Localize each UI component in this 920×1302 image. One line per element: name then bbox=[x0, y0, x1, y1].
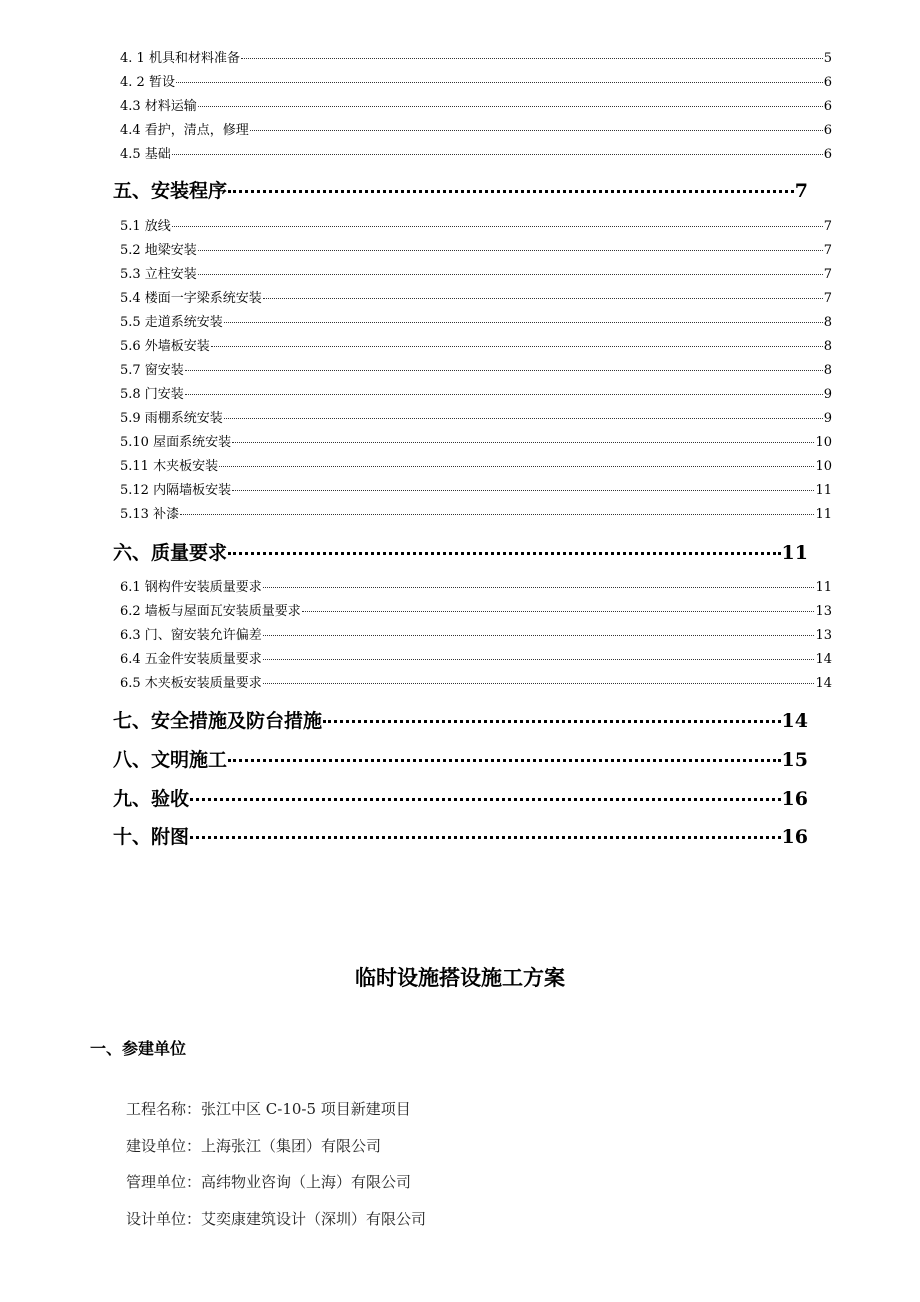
toc-entry-label: 6.2 墙板与屋面瓦安装质量要求 bbox=[120, 604, 301, 619]
leader-dots bbox=[198, 106, 823, 107]
toc-entry-label: 6.1 钢构件安装质量要求 bbox=[120, 580, 262, 595]
leader-dots bbox=[180, 514, 814, 515]
toc-entry[interactable] bbox=[120, 455, 832, 474]
toc-section-label: 七、安全措施及防台措施 bbox=[113, 710, 323, 732]
toc-entry[interactable] bbox=[120, 143, 832, 162]
toc-entry-label: 5.5 走道系统安装 bbox=[120, 315, 223, 330]
toc-entry-label: 5.2 地梁安装 bbox=[120, 243, 197, 258]
leader-dots bbox=[176, 82, 823, 83]
toc-entry[interactable] bbox=[120, 263, 832, 282]
toc-section-label: 十、附图 bbox=[113, 826, 190, 848]
toc-entry-page: 11 bbox=[815, 483, 832, 498]
project-name-line: 工程名称：张江中区 C-10-5 项目新建项目 bbox=[126, 1100, 411, 1118]
leader-dots bbox=[263, 635, 815, 636]
toc-entry[interactable] bbox=[120, 407, 832, 426]
toc-entry[interactable] bbox=[120, 359, 832, 378]
leader-dots bbox=[263, 659, 815, 660]
toc-entry[interactable] bbox=[120, 672, 832, 691]
toc-entry[interactable] bbox=[120, 215, 832, 234]
toc-section-page: 16 bbox=[781, 788, 808, 810]
toc-section[interactable] bbox=[113, 745, 808, 772]
toc-entry-label: 5.9 雨棚系统安装 bbox=[120, 411, 223, 426]
toc-entry-page: 10 bbox=[815, 435, 832, 450]
toc-entry-page: 6 bbox=[823, 147, 832, 162]
toc-section-label: 九、验收 bbox=[113, 788, 190, 810]
toc-entry-page: 13 bbox=[815, 604, 832, 619]
toc-entry[interactable] bbox=[120, 95, 832, 114]
toc-entry[interactable] bbox=[120, 431, 832, 450]
leader-dots bbox=[228, 759, 781, 762]
leader-dots bbox=[198, 274, 823, 275]
toc-entry-page: 8 bbox=[823, 363, 832, 378]
toc-section-label: 五、安装程序 bbox=[113, 180, 228, 202]
toc-section-page: 15 bbox=[781, 749, 808, 771]
leader-dots bbox=[263, 587, 815, 588]
toc-entry[interactable] bbox=[120, 503, 832, 522]
toc-entry-page: 14 bbox=[815, 652, 832, 667]
toc-entry[interactable] bbox=[120, 287, 832, 306]
toc-section[interactable] bbox=[113, 706, 808, 733]
design-line: 设计单位：艾奕康建筑设计（深圳）有限公司 bbox=[126, 1210, 427, 1228]
toc-section[interactable] bbox=[113, 176, 808, 203]
toc-entry-page: 6 bbox=[823, 123, 832, 138]
leader-dots bbox=[263, 683, 815, 684]
toc-entry-label: 4. 2 暂设 bbox=[120, 75, 175, 90]
toc-section-page: 11 bbox=[781, 542, 808, 564]
leader-dots bbox=[219, 466, 814, 467]
toc-entry-label: 5.3 立柱安装 bbox=[120, 267, 197, 282]
toc-entry-label: 6.3 门、窗安装允许偏差 bbox=[120, 628, 262, 643]
toc-entry-label: 5.8 门安装 bbox=[120, 387, 184, 402]
toc-entry[interactable] bbox=[120, 600, 832, 619]
toc-section[interactable] bbox=[113, 822, 808, 849]
leader-dots bbox=[224, 322, 823, 323]
toc-entry[interactable] bbox=[120, 239, 832, 258]
leader-dots bbox=[185, 394, 823, 395]
leader-dots bbox=[185, 370, 823, 371]
client-line: 建设单位：上海张江（集团）有限公司 bbox=[126, 1137, 382, 1155]
toc-section-page: 7 bbox=[794, 180, 808, 202]
toc-entry-label: 4.4 看护，清点，修理 bbox=[120, 123, 249, 138]
toc-entry-label: 5.1 放线 bbox=[120, 219, 171, 234]
leader-dots bbox=[228, 552, 781, 555]
leader-dots bbox=[224, 418, 823, 419]
leader-dots bbox=[172, 154, 823, 155]
leader-dots bbox=[323, 720, 781, 723]
toc-section-label: 六、质量要求 bbox=[113, 542, 228, 564]
toc-entry[interactable] bbox=[120, 576, 832, 595]
toc-entry-page: 11 bbox=[815, 507, 832, 522]
section-heading: 一、参建单位 bbox=[90, 1039, 187, 1058]
leader-dots bbox=[250, 130, 823, 131]
toc-entry-page: 6 bbox=[823, 75, 832, 90]
leader-dots bbox=[190, 836, 781, 839]
toc-entry-label: 4. 1 机具和材料准备 bbox=[120, 51, 240, 66]
toc-entry-page: 5 bbox=[823, 51, 832, 66]
leader-dots bbox=[190, 798, 781, 801]
toc-entry[interactable] bbox=[120, 119, 832, 138]
toc-entry[interactable] bbox=[120, 311, 832, 330]
toc-entry-page: 9 bbox=[823, 387, 832, 402]
leader-dots bbox=[241, 58, 823, 59]
toc-entry-label: 5.12 内隔墙板安装 bbox=[120, 483, 232, 498]
leader-dots bbox=[232, 490, 814, 491]
toc-entry[interactable] bbox=[120, 383, 832, 402]
leader-dots bbox=[232, 442, 814, 443]
management-line: 管理单位：高纬物业咨询（上海）有限公司 bbox=[126, 1173, 412, 1191]
toc-entry-label: 5.10 屋面系统安装 bbox=[120, 435, 232, 450]
toc-entry-page: 7 bbox=[823, 267, 832, 282]
toc-entry-page: 14 bbox=[815, 676, 832, 691]
toc-entry[interactable] bbox=[120, 71, 832, 90]
leader-dots bbox=[302, 611, 815, 612]
toc-entry-page: 7 bbox=[823, 243, 832, 258]
leader-dots bbox=[172, 226, 823, 227]
leader-dots bbox=[228, 190, 794, 193]
leader-dots bbox=[211, 346, 823, 347]
toc-entry-page: 7 bbox=[823, 291, 832, 306]
toc-entry[interactable] bbox=[120, 335, 832, 354]
toc-section[interactable] bbox=[113, 538, 808, 565]
toc-section-page: 16 bbox=[781, 826, 808, 848]
toc-entry[interactable] bbox=[120, 47, 832, 66]
document-title: 临时设施搭设施工方案 bbox=[355, 966, 565, 990]
toc-entry-label: 6.4 五金件安装质量要求 bbox=[120, 652, 262, 667]
toc-section-label: 八、文明施工 bbox=[113, 749, 228, 771]
toc-section[interactable] bbox=[113, 784, 808, 811]
toc-entry-label: 4.5 基础 bbox=[120, 147, 171, 162]
toc-entry-label: 5.11 木夹板安装 bbox=[120, 459, 219, 474]
toc-section-page: 14 bbox=[781, 710, 808, 732]
toc-entry[interactable] bbox=[120, 479, 832, 498]
leader-dots bbox=[263, 298, 823, 299]
toc-entry-page: 8 bbox=[823, 315, 832, 330]
toc-entry[interactable] bbox=[120, 648, 832, 667]
toc-entry-page: 9 bbox=[823, 411, 832, 426]
toc-entry-label: 4.3 材料运输 bbox=[120, 99, 197, 114]
toc-entry-label: 5.4 楼面一字梁系统安装 bbox=[120, 291, 262, 306]
toc-entry[interactable] bbox=[120, 624, 832, 643]
leader-dots bbox=[198, 250, 823, 251]
toc-entry-label: 5.7 窗安装 bbox=[120, 363, 184, 378]
toc-entry-page: 7 bbox=[823, 219, 832, 234]
toc-entry-page: 11 bbox=[815, 580, 832, 595]
toc-entry-page: 6 bbox=[823, 99, 832, 114]
toc-entry-page: 10 bbox=[815, 459, 832, 474]
toc-entry-label: 5.13 补漆 bbox=[120, 507, 180, 522]
toc-entry-label: 6.5 木夹板安装质量要求 bbox=[120, 676, 262, 691]
toc-entry-label: 5.6 外墙板安装 bbox=[120, 339, 210, 354]
toc-entry-page: 13 bbox=[815, 628, 832, 643]
toc-entry-page: 8 bbox=[823, 339, 832, 354]
